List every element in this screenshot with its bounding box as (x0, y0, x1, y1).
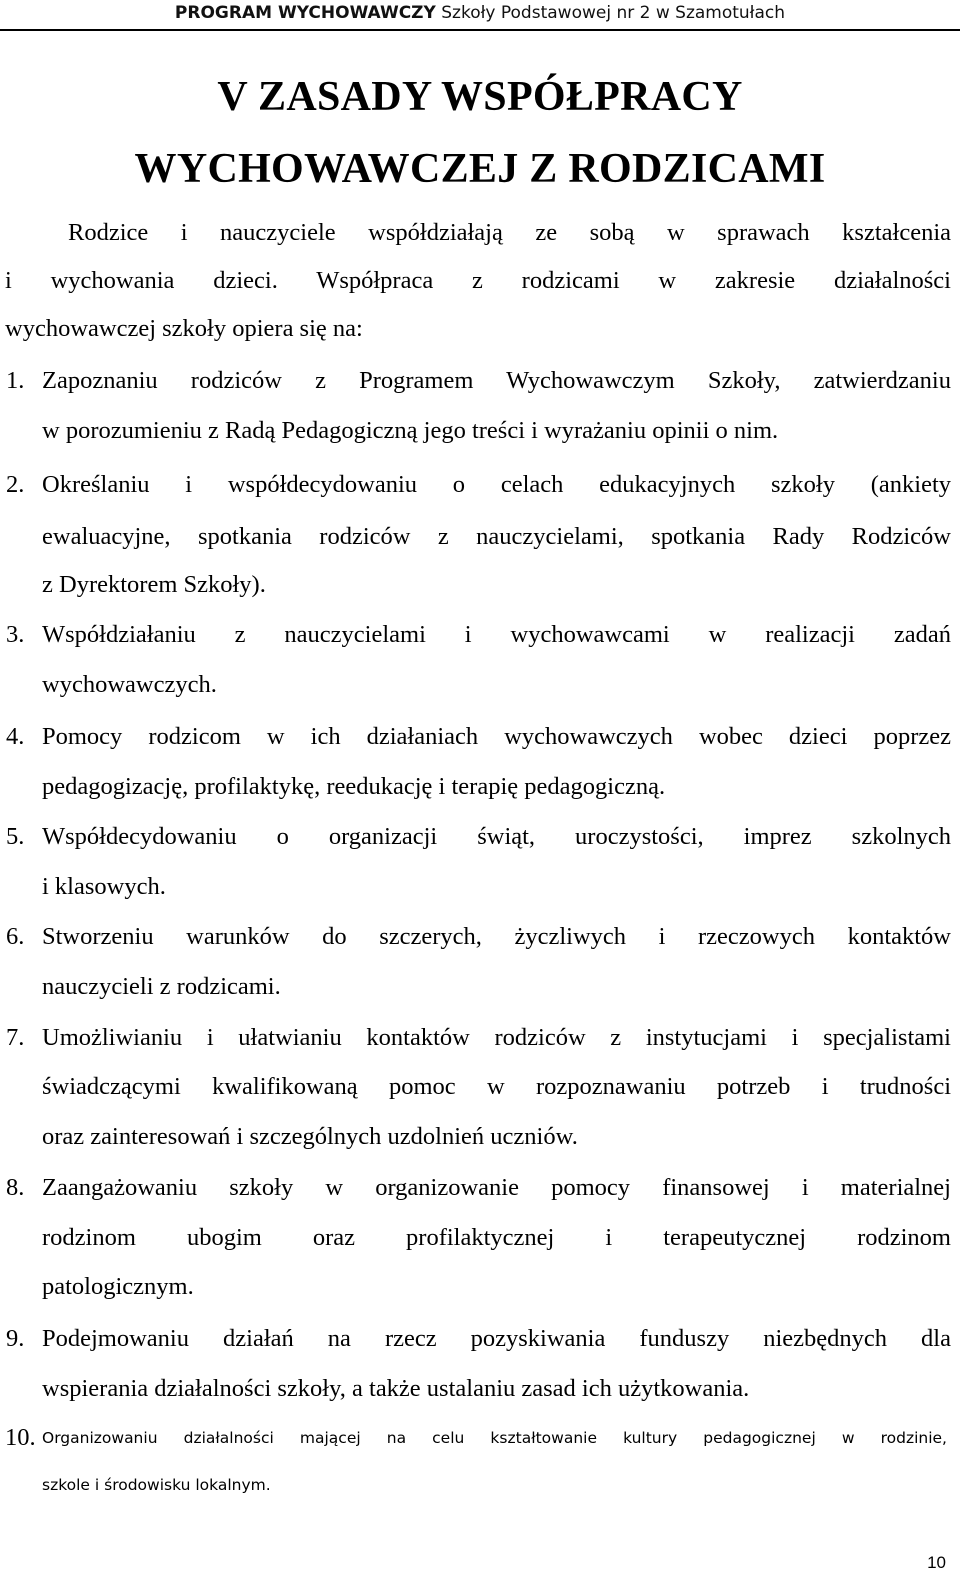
list-item-number: 1. (6, 367, 25, 394)
intro-line-2: i wychowania dzieci. Współpraca z rodzicami w zakresie działalności (5, 267, 951, 294)
header-program-title: PROGRAM WYCHOWAWCZY (174, 3, 436, 23)
intro-line-1: Rodzice i nauczyciele współdziałają ze sobą w sprawach kształcenia (68, 219, 951, 246)
list-item-line: Umożliwianiu i ułatwianiu kontaktów rodziców z instytucjami i specjalistami (42, 1024, 951, 1051)
section-title-line-1: V ZASADY WSPÓŁPRACY (217, 74, 743, 120)
list-item-line: ewaluacyjne, spotkania rodziców z nauczycielami, spotkania Rady Rodziców (42, 523, 951, 550)
list-item-number: 4. (6, 723, 25, 750)
list-item-number: 6. (6, 923, 25, 950)
list-item-line: pedagogizację, profilaktykę, reedukację i terapię pedagogiczną. (42, 773, 666, 800)
list-item-line: Zapoznaniu rodziców z Programem Wychowawczym Szkoły, zatwierdzaniu (42, 367, 951, 394)
list-item-line: rodzinom ubogim oraz profilaktycznej i terapeutycznej rodzinom (42, 1224, 951, 1251)
list-item-line: wspierania działalności szkoły, a także ustalaniu zasad ich użytkowania. (42, 1375, 750, 1402)
list-item-number: 3. (6, 621, 25, 648)
list-item-line: oraz zainteresowań i szczególnych uzdolnień uczniów. (42, 1123, 578, 1150)
list-item-line: i klasowych. (42, 873, 166, 900)
list-item-line: Zaangażowaniu szkoły w organizowanie pomocy finansowej i materialnej (42, 1174, 951, 1201)
list-item-number: 9. (6, 1325, 25, 1352)
list-item-line: Organizowaniu działalności mającej na celu kształtowanie kultury pedagogicznej w rodzinie, (42, 1429, 947, 1447)
list-item-line: szkole i środowisku lokalnym. (42, 1476, 271, 1494)
section-title-line-2: WYCHOWAWCZEJ Z RODZICAMI (134, 146, 826, 192)
list-item-line: Stworzeniu warunków do szczerych, życzliwych i rzeczowych kontaktów (42, 923, 951, 950)
list-item-line: Określaniu i współdecydowaniu o celach edukacyjnych szkoły (ankiety (42, 471, 951, 498)
list-item-number: 7. (6, 1024, 25, 1051)
list-item-line: nauczycieli z rodzicami. (42, 973, 281, 1000)
header-divider (0, 29, 960, 31)
intro-line-3: wychowawczej szkoły opiera się na: (5, 315, 363, 342)
list-item-line: wychowawczych. (42, 671, 217, 698)
list-item-line: Podejmowaniu działań na rzecz pozyskiwania funduszy niezbędnych dla (42, 1325, 951, 1352)
list-item-line: w porozumieniu z Radą Pedagogiczną jego treści i wyrażaniu opinii o nim. (42, 417, 779, 444)
list-item-line: Współdecydowaniu o organizacji świąt, uroczystości, imprez szkolnych (42, 823, 951, 850)
list-item-line: świadczącymi kwalifikowaną pomoc w rozpoznawaniu potrzeb i trudności (42, 1073, 951, 1100)
list-item-number: 5. (6, 823, 25, 850)
list-item-line: z Dyrektorem Szkoły). (42, 571, 266, 598)
list-item-number: 2. (6, 471, 25, 498)
list-item-number: 8. (6, 1174, 25, 1201)
header-school-name: Szkoły Podstawowej nr 2 w Szamotułach (441, 3, 786, 23)
list-item-line: patologicznym. (42, 1273, 194, 1300)
list-item-number: 10. (5, 1424, 36, 1451)
running-header (0, 0, 960, 28)
page-number: 10 (927, 1553, 946, 1572)
list-item-line: Współdziałaniu z nauczycielami i wychowawcami w realizacji zadań (42, 621, 951, 648)
list-item-line: Pomocy rodzicom w ich działaniach wychowawczych wobec dzieci poprzez (42, 723, 951, 750)
